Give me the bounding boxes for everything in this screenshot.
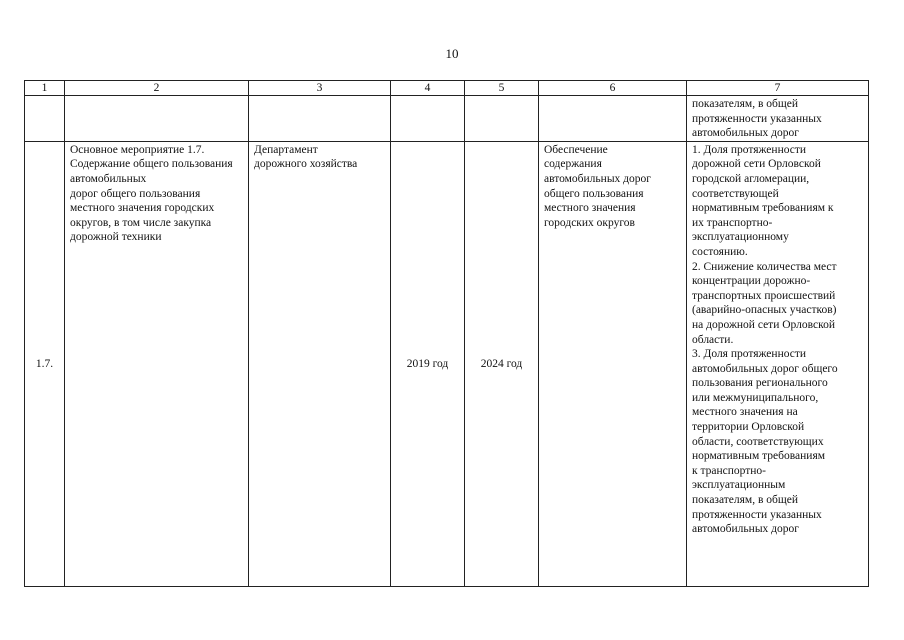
text-line: автомобильных дорог [692,127,799,140]
column-header-5: 5 [465,81,539,96]
text-line: автомобильных дорог общего [692,362,838,375]
page-number: 10 [445,46,459,61]
text-line: общего пользования [544,187,644,200]
text-line: 3. Доля протяженности [692,348,807,361]
cont-cell-2 [65,96,249,142]
activity-name-cell [65,141,249,586]
column-header-7: 7 [687,81,869,96]
activity-row [25,141,869,586]
text-line: эксплуатационным [692,479,786,492]
text-line: городских округов [544,216,635,229]
text-line: концентрации дорожно- [692,275,811,288]
text-line: 2. Снижение количества мест [692,260,837,273]
text-line: 1. Доля протяженности [692,143,807,156]
text-line: (аварийно-опасных участков) [692,304,837,317]
text-line: автомобильных дорог [692,523,799,536]
row-number: 1.7. [25,141,65,586]
text-line: автомобильных дорог [544,172,651,185]
text-line: Департамент [254,143,318,156]
column-header-3: 3 [249,81,391,96]
text-line: эксплуатационному [692,231,789,244]
text-line: к транспортно- [692,464,767,477]
text-line: дорожной техники [70,231,162,244]
text-line: нормативным требованиям к [692,202,834,215]
column-header-2: 2 [65,81,249,96]
text-line: пользования регионального [692,377,828,390]
text-line: соответствующей [692,187,779,200]
text-line: Содержание общего пользования [70,158,233,171]
program-table [24,80,869,587]
text-line: округов, в том числе закупка [70,216,212,229]
column-header-6: 6 [539,81,687,96]
text-line: протяженности указанных [692,112,822,125]
continuation-row [25,96,869,142]
cont-cell-6 [539,96,687,142]
cont-cell-4 [391,96,465,142]
cont-indicators-cell [687,96,869,142]
text-line: территории Орловской [692,421,805,434]
responsible-cell [249,141,391,586]
text-line: области. [692,333,734,346]
text-line: протяженности указанных [692,508,822,521]
text-line: на дорожной сети Орловской [692,318,835,331]
text-line: или межмуниципального, [692,391,819,404]
start-year-cell: 2019 год [391,141,465,586]
end-year-cell: 2024 год [465,141,539,586]
text-line: дорожного хозяйства [254,158,358,171]
text-line: Обеспечение [544,143,608,156]
text-line: дорог общего пользования [70,187,201,200]
cont-cell-1 [25,96,65,142]
text-line: показателям, в общей [692,98,798,110]
text-line: состоянию. [692,245,748,258]
expected-result-cell [539,141,687,586]
text-line: местного значения [544,202,636,215]
text-line: дорожной сети Орловской [692,158,821,171]
text-line: местного значения на [692,406,798,419]
text-line: показателям, в общей [692,494,798,507]
text-line: их транспортно- [692,216,773,229]
text-line: содержания [544,158,602,171]
text-line: Основное мероприятие 1.7. [70,143,205,156]
text-line: автомобильных [70,172,147,185]
header-row [25,81,869,96]
text-line: транспортных происшествий [692,289,836,302]
indicators-cell [687,141,869,586]
cont-cell-5 [465,96,539,142]
text-line: городской агломерации, [692,172,810,185]
column-header-1: 1 [25,81,65,96]
column-header-4: 4 [391,81,465,96]
text-line: области, соответствующих [692,435,824,448]
text-line: нормативным требованиям [692,450,826,463]
text-line: местного значения городских [70,202,215,215]
cont-cell-3 [249,96,391,142]
